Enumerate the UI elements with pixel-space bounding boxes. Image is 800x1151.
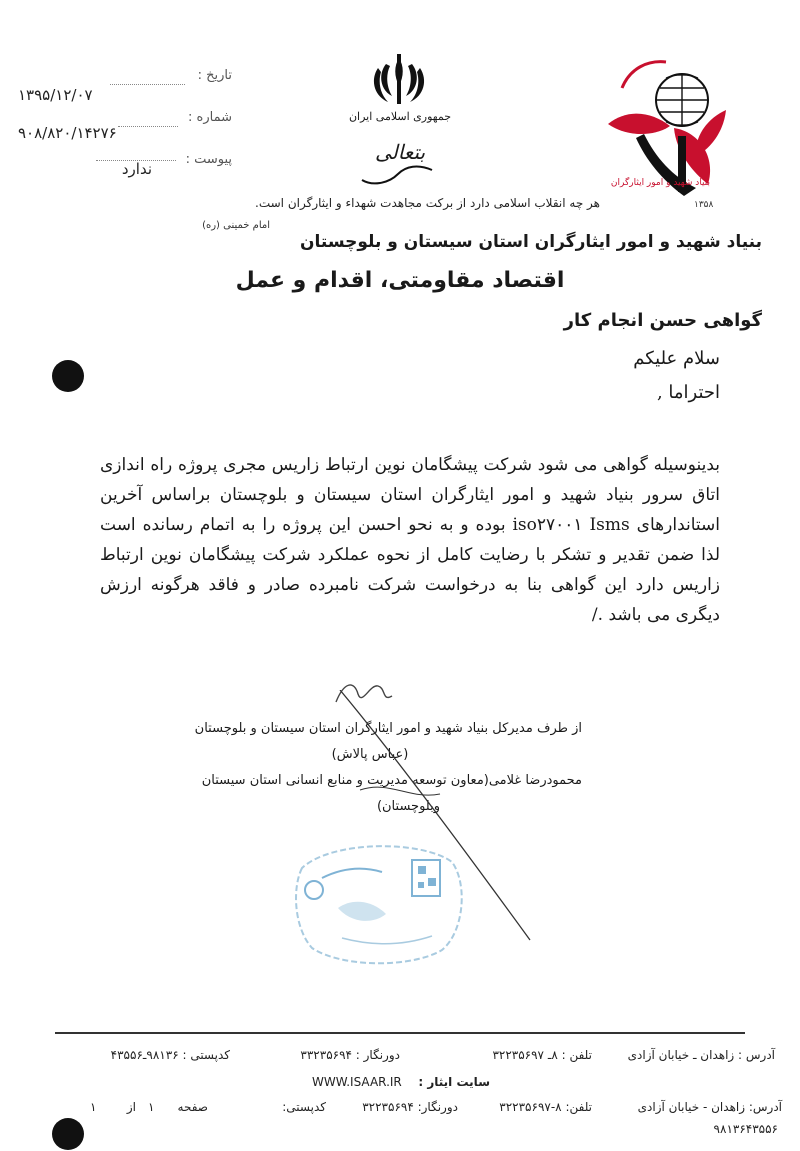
emblem-signature: بتعالی bbox=[374, 140, 426, 164]
attachment-label: پیوست : bbox=[185, 152, 232, 167]
number-label: شماره : bbox=[188, 110, 232, 125]
slogan: اقتصاد مقاومتی، اقدام و عمل bbox=[235, 268, 565, 293]
footer-postal-1: کدپستی : ۹۸۱۳۶ـ۴۳۵۵۶ bbox=[110, 1048, 230, 1062]
respectfully: احتراما , bbox=[656, 382, 720, 403]
footer-fax-1: دورنگار : ۳۳۲۳۵۶۹۴ bbox=[300, 1048, 400, 1062]
footer-phone-1: تلفن : ۸ـ ۳۲۲۳۵۶۹۷ bbox=[492, 1048, 592, 1062]
punch-hole-top bbox=[52, 360, 84, 392]
footer-phone-2: تلفن: ۸-۳۲۲۳۵۶۹۷ bbox=[499, 1100, 592, 1114]
footer-site-label: سایت ایثار : bbox=[418, 1075, 490, 1089]
date-label: تاریخ : bbox=[197, 68, 232, 83]
attachment-value: ندارد bbox=[121, 160, 152, 178]
page-total: ۱ bbox=[90, 1100, 97, 1114]
certificate-body: بدینوسیله گواهی می شود شرکت پیشگامان نوین ارتباط زاریس مجری پروژه راه اندازی اتاق سرور بنیاد شهید و امور ایثارگران استان سیستان و بلوچستان براساس آخرین استاندارهای iso۲۷۰۰۱ Isms بوده و به نحو احسن این پروژه را به اتمام رسانده است لذا ضمن تقدیر و تشکر با رضایت کامل از نحوه عملکرد شرکت پیشگامان نوین ارتباط زاریس دارد این گواهی بنا به درخواست شرکت نامبرده صادر و فاقد هرگونه ارزش دیگری می باشد ./ bbox=[100, 455, 720, 625]
signature-name: (عباس پالاش) bbox=[331, 747, 409, 762]
imam-quote-author: امام خمینی (ره) bbox=[202, 220, 270, 231]
signature-line-3: محمودرضا غلامی(معاون توسعه مدیریت و منابع انسانی استان سیستان bbox=[201, 773, 582, 788]
footer-address-2: آدرس: زاهدان - خیابان آزادی bbox=[637, 1100, 782, 1114]
organization-name: بنیاد شهید و امور ایثارگران استان سیستان و بلوچستان bbox=[300, 232, 762, 252]
certificate-title: گواهی حسن انجام کار bbox=[563, 310, 762, 331]
footer-rule bbox=[55, 1032, 745, 1034]
signature-line-1: از طرف مدیرکل بنیاد شهید و امور ایثارگران استان سیستان و بلوچستان bbox=[194, 721, 582, 736]
iran-emblem-icon bbox=[368, 52, 430, 108]
footer-fax-2: دورنگار: ۳۲۲۳۵۶۹۴ bbox=[362, 1100, 458, 1114]
imam-quote: هر چه انقلاب اسلامی دارد از برکت مجاهدت شهداء و ایثارگران است. bbox=[255, 196, 600, 210]
logo-text: بنیاد شهید و امور ایثارگران bbox=[610, 178, 710, 188]
date-value: ۱۳۹۵/۱۲/۰۷ bbox=[18, 86, 93, 104]
page-label: صفحه bbox=[177, 1100, 208, 1114]
footer-address-1: آدرس : زاهدان ـ خیابان آزادی bbox=[627, 1048, 775, 1062]
page-of: از bbox=[126, 1100, 136, 1114]
date-dots bbox=[110, 84, 185, 85]
footer-postal-code-2: ۹۸۱۳۶۴۳۵۵۶ bbox=[713, 1122, 778, 1136]
official-stamp-icon bbox=[282, 838, 472, 968]
republic-text: جمهوری اسلامی ایران bbox=[348, 110, 452, 123]
number-value: ۹۰۸/۸۲۰/۱۴۲۷۶ bbox=[18, 124, 117, 142]
greeting: سلام علیکم bbox=[633, 348, 720, 369]
signature-line-4: وبلوچستان) bbox=[376, 799, 440, 814]
punch-hole-bottom bbox=[52, 1118, 84, 1150]
logo-year: ۱۳۵۸ bbox=[694, 200, 714, 210]
footer-postal-label-2: کدپستی: bbox=[282, 1100, 326, 1114]
page-current: ۱ bbox=[148, 1100, 155, 1114]
footer-site-url[interactable]: WWW.ISAAR.IR bbox=[312, 1075, 402, 1089]
emblem-signature-stroke-icon bbox=[358, 160, 438, 188]
